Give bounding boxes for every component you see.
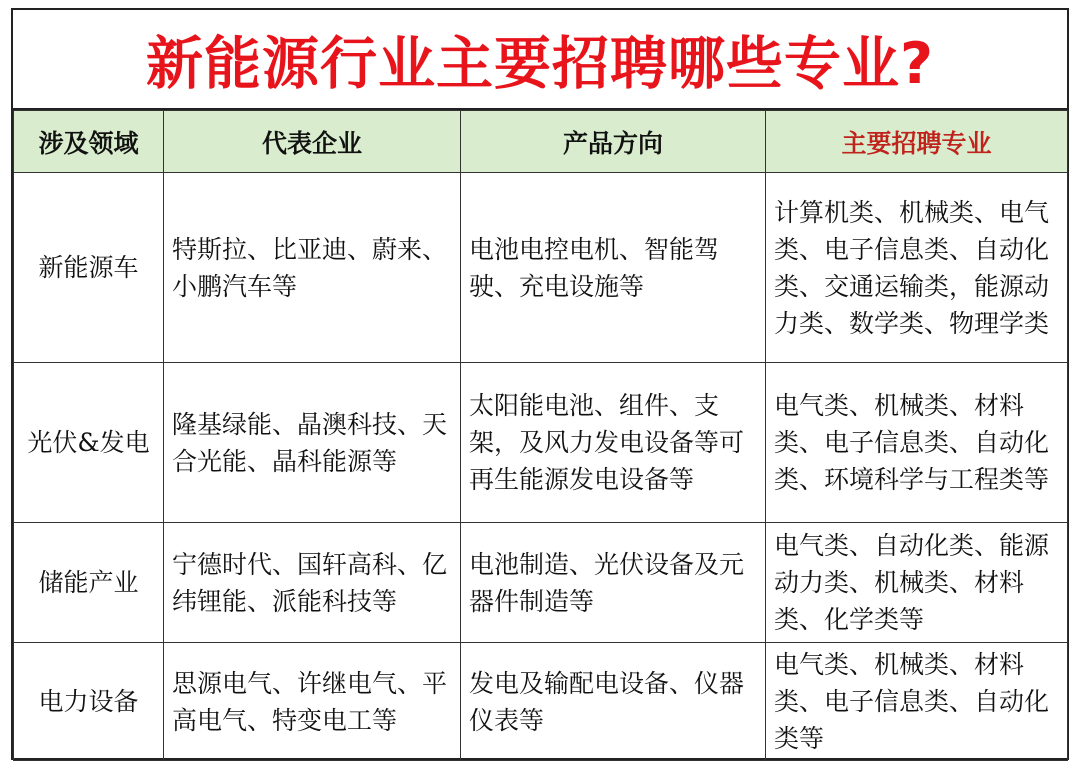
page-title: 新能源行业主要招聘哪些专业? [13,10,1067,110]
header-companies: 代表企业 [164,111,461,173]
products-cell: 太阳能电池、组件、支架，及风力发电设备等可再生能源发电设备等 [461,363,766,523]
header-domain: 涉及领域 [14,111,164,173]
majors-cell: 电气类、机械类、材料类、电子信息类、自动化类、环境科学与工程类等 [766,363,1068,523]
header-majors: 主要招聘专业 [766,111,1068,173]
table-row [14,523,1068,643]
majors-table [13,110,1068,761]
table-header-row [14,111,1068,173]
infographic-frame [11,8,1069,760]
domain-cell: 光伏&发电 [14,363,164,523]
domain-cell: 电力设备 [14,643,164,761]
table-row [14,643,1068,761]
products-cell: 发电及输配电设备、仪器仪表等 [461,643,766,761]
table-row [14,363,1068,523]
products-cell: 电池制造、光伏设备及元器件制造等 [461,523,766,643]
domain-cell: 新能源车 [14,173,164,363]
companies-cell: 宁德时代、国轩高科、亿纬锂能、派能科技等 [164,523,461,643]
products-cell: 电池电控电机、智能驾驶、充电设施等 [461,173,766,363]
table-row [14,173,1068,363]
companies-cell: 隆基绿能、晶澳科技、天合光能、晶科能源等 [164,363,461,523]
majors-cell: 电气类、机械类、材料类、电子信息类、自动化类等 [766,643,1068,761]
domain-cell: 储能产业 [14,523,164,643]
companies-cell: 特斯拉、比亚迪、蔚来、小鹏汽车等 [164,173,461,363]
companies-cell: 思源电气、许继电气、平高电气、特变电工等 [164,643,461,761]
majors-cell: 电气类、自动化类、能源动力类、机械类、材料类、化学类等 [766,523,1068,643]
header-products: 产品方向 [461,111,766,173]
majors-cell: 计算机类、机械类、电气类、电子信息类、自动化类、交通运输类，能源动力类、数学类、物理学类 [766,173,1068,363]
